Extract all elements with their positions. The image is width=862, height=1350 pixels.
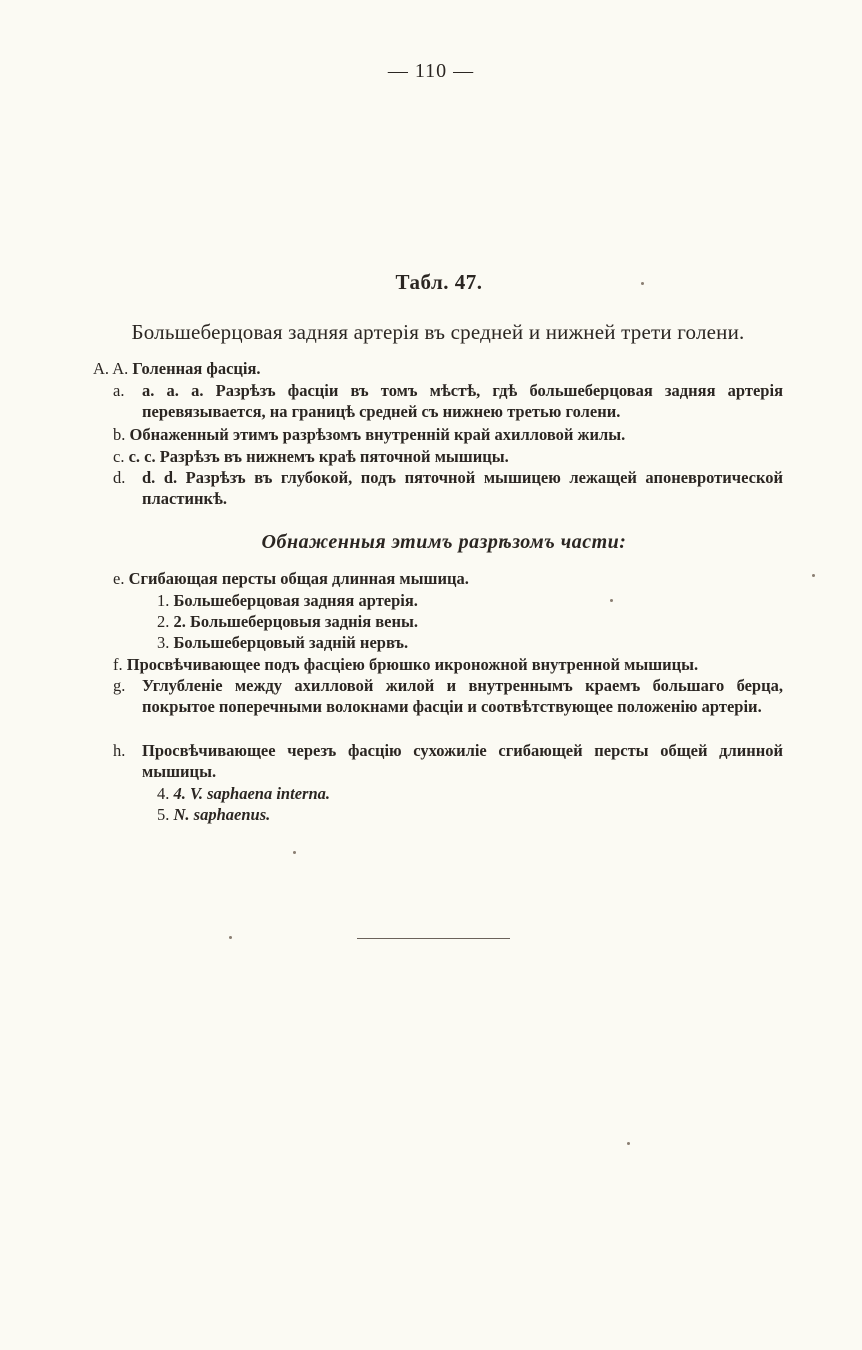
entry-label: 2. xyxy=(157,612,170,631)
legend-entry-f xyxy=(113,654,698,675)
paper-speck xyxy=(293,851,296,854)
paper-speck xyxy=(641,282,644,285)
entry-text: N. saphaenus. xyxy=(173,805,271,824)
legend-entry-2 xyxy=(157,611,418,632)
entry-text: 2. Большеберцовыя заднія вены. xyxy=(173,612,419,631)
entry-label: b. xyxy=(113,425,126,444)
legend-entry-1 xyxy=(157,590,418,611)
legend-entry-c xyxy=(113,446,509,467)
legend-entry-h xyxy=(113,740,783,782)
entry-label: A. A. xyxy=(93,359,129,378)
paper-speck xyxy=(812,574,815,577)
legend-entry-5 xyxy=(157,804,270,825)
entry-label: 1. xyxy=(157,591,170,610)
entry-label: 5. xyxy=(157,805,170,824)
entry-text: 4. V. saphaena interna. xyxy=(173,784,330,803)
table-title: Табл. 47. xyxy=(395,270,483,294)
section-heading: Обнаженныя этимъ разрѣзомъ части: xyxy=(261,531,627,553)
legend-entry-4 xyxy=(157,783,330,804)
entry-label: g. xyxy=(113,676,126,695)
page-number: — 110 — xyxy=(387,60,475,82)
paper-speck xyxy=(627,1142,630,1145)
entry-label: e. xyxy=(113,569,125,588)
entry-text: Углубленіе между ахилловой жилой и внутреннымъ краемъ большаго берца, покрытое поперечными волокнами фасціи и соотвѣтствующее положенію артеріи. xyxy=(142,676,783,716)
plate-subtitle: Большеберцовая задняя артерія въ средней и нижней трети голени. xyxy=(131,320,745,344)
entry-text: Просвѣчивающее подъ фасціею брюшко икроножной внутренной мышицы. xyxy=(126,655,699,674)
legend-entry-3 xyxy=(157,632,408,653)
entry-label: c. xyxy=(113,447,125,466)
entry-text: Голенная фасція. xyxy=(132,359,261,378)
legend-entry-A xyxy=(93,358,261,379)
closing-rule xyxy=(357,938,510,939)
entry-text: Просвѣчивающее черезъ фасцію сухожиліе сгибающей персты общей длинной мышицы. xyxy=(142,741,783,781)
entry-label: 4. xyxy=(157,784,170,803)
entry-text: d. d. Разрѣзъ въ глубокой, подъ пяточной мышицею лежащей апоневротической пластинкѣ. xyxy=(142,468,783,508)
entry-text: Сгибающая персты общая длинная мышица. xyxy=(128,569,469,588)
entry-text: c. c. Разрѣзъ въ нижнемъ краѣ пяточной мышицы. xyxy=(128,447,509,466)
legend-entry-a xyxy=(113,380,783,422)
entry-label: f. xyxy=(113,655,123,674)
entry-text: a. a. a. Разрѣзъ фасціи въ томъ мѣстѣ, гдѣ большеберцовая задняя артерія перевязывается, на границѣ средней съ нижнею третью голени. xyxy=(142,381,783,421)
entry-text: Большеберцовый задній нервъ. xyxy=(173,633,409,652)
legend-entry-b xyxy=(113,424,625,445)
entry-label: d. xyxy=(113,468,126,487)
paper-speck xyxy=(610,599,613,602)
legend-entry-d xyxy=(113,467,783,509)
legend-entry-g xyxy=(113,675,783,717)
entry-label: a. xyxy=(113,381,125,400)
entry-text: Большеберцовая задняя артерія. xyxy=(173,591,418,610)
entry-label: h. xyxy=(113,741,126,760)
entry-text: Обнаженный этимъ разрѣзомъ внутренній край ахилловой жилы. xyxy=(129,425,626,444)
legend-entry-e xyxy=(113,568,469,589)
entry-label: 3. xyxy=(157,633,170,652)
paper-speck xyxy=(229,936,232,939)
